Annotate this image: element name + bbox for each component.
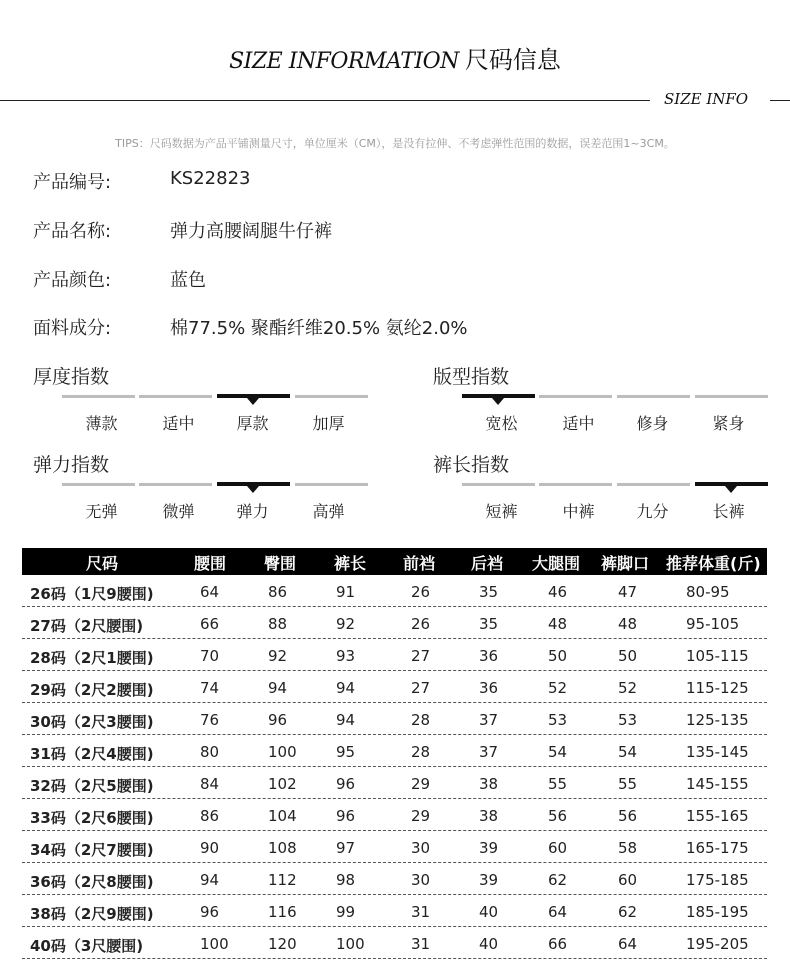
fit-marker-icon (492, 398, 504, 405)
length-seg-1 (462, 483, 535, 486)
table-cell: 29 (411, 775, 431, 793)
table-cell: 80-95 (686, 583, 730, 601)
table-cell: 35 (479, 583, 499, 601)
table-cell: 125-135 (686, 711, 749, 729)
table-cell: 90 (200, 839, 220, 857)
th-front-rise: 前裆 (403, 554, 436, 573)
table-row (22, 927, 767, 959)
table-cell: 96 (336, 775, 356, 793)
size-cell: 31码（2尺4腰围) (30, 745, 154, 763)
table-cell: 37 (479, 743, 499, 761)
table-cell: 53 (548, 711, 568, 729)
table-cell: 62 (618, 903, 638, 921)
table-cell: 52 (548, 679, 568, 697)
table-cell: 38 (479, 775, 499, 793)
table-cell: 27 (411, 679, 431, 697)
table-cell: 95-105 (686, 615, 740, 633)
table-cell: 94 (336, 679, 356, 697)
length-option-1: 短裤 (485, 502, 518, 521)
product-code-label: 产品编号: (33, 172, 112, 193)
table-cell: 26 (411, 615, 431, 633)
table-cell: 66 (548, 935, 568, 953)
table-cell: 66 (200, 615, 220, 633)
table-cell: 48 (618, 615, 638, 633)
table-cell: 28 (411, 743, 431, 761)
table-cell: 195-205 (686, 935, 749, 953)
table-row (22, 799, 767, 831)
fit-option-2: 适中 (562, 414, 595, 433)
table-cell: 54 (618, 743, 638, 761)
table-cell: 55 (548, 775, 568, 793)
thickness-option-4: 加厚 (312, 414, 345, 433)
table-cell: 36 (479, 647, 499, 665)
table-cell: 39 (479, 871, 499, 889)
table-cell: 38 (479, 807, 499, 825)
th-back-rise: 后裆 (471, 554, 504, 573)
table-cell: 104 (268, 807, 297, 825)
thickness-option-1: 薄款 (85, 414, 118, 433)
elasticity-seg-1 (62, 483, 135, 486)
subtitle: SIZE INFO (664, 90, 749, 108)
fit-option-3: 修身 (636, 414, 669, 433)
header-divider-left (0, 100, 650, 101)
length-option-2: 中裤 (562, 502, 595, 521)
table-cell: 185-195 (686, 903, 749, 921)
length-index-title: 裤长指数 (433, 454, 510, 476)
table-cell: 60 (548, 839, 568, 857)
table-cell: 115-125 (686, 679, 749, 697)
table-cell: 50 (618, 647, 638, 665)
elasticity-marker-icon (247, 486, 259, 493)
size-cell: 33码（2尺6腰围) (30, 809, 154, 827)
table-cell: 116 (268, 903, 297, 921)
tips-text: TIPS：尺码数据为产品平铺测量尺寸，单位厘米（CM），是没有拉伸、不考虑弹性范围的数据，误差范围1~3CM。 (115, 137, 675, 150)
table-row (22, 735, 767, 767)
elasticity-option-3: 弹力 (236, 502, 269, 521)
fit-seg-3 (617, 395, 690, 398)
table-cell: 47 (618, 583, 638, 601)
table-cell: 94 (268, 679, 288, 697)
fit-option-1: 宽松 (485, 414, 518, 433)
elasticity-seg-2 (139, 483, 212, 486)
fabric-label: 面料成分: (33, 318, 112, 339)
fabric-value: 棉77.5% 聚酯纤维20.5% 氨纶2.0% (170, 318, 468, 339)
table-cell: 54 (548, 743, 568, 761)
table-cell: 120 (268, 935, 297, 953)
table-row (22, 639, 767, 671)
table-cell: 64 (200, 583, 220, 601)
table-row (22, 863, 767, 895)
table-cell: 95 (336, 743, 356, 761)
table-cell: 96 (200, 903, 220, 921)
th-hip: 臀围 (264, 554, 297, 573)
size-cell: 40码（3尺腰围) (30, 937, 144, 955)
product-name-label: 产品名称: (33, 221, 112, 242)
table-cell: 50 (548, 647, 568, 665)
product-code-value: KS22823 (170, 168, 251, 189)
table-cell: 91 (336, 583, 356, 601)
table-cell: 135-145 (686, 743, 749, 761)
table-cell: 31 (411, 935, 431, 953)
elasticity-option-4: 高弹 (312, 502, 345, 521)
product-color-value: 蓝色 (170, 270, 206, 291)
table-cell: 40 (479, 935, 499, 953)
elasticity-index-title: 弹力指数 (33, 454, 110, 476)
table-cell: 70 (200, 647, 220, 665)
elasticity-option-1: 无弹 (85, 502, 118, 521)
table-cell: 62 (548, 871, 568, 889)
table-cell: 60 (618, 871, 638, 889)
length-marker-icon (725, 486, 737, 493)
product-color-label: 产品颜色: (33, 270, 112, 291)
length-seg-3 (617, 483, 690, 486)
table-row (22, 671, 767, 703)
table-row (22, 831, 767, 863)
fit-index-title: 版型指数 (433, 366, 510, 388)
table-cell: 37 (479, 711, 499, 729)
table-row (22, 575, 767, 607)
table-cell: 86 (268, 583, 288, 601)
fit-option-4: 紧身 (712, 414, 745, 433)
th-waist: 腰围 (194, 554, 227, 573)
size-cell: 32码（2尺5腰围) (30, 777, 154, 795)
table-cell: 40 (479, 903, 499, 921)
thickness-index-title: 厚度指数 (33, 366, 110, 388)
title-english: SIZE INFORMATION (229, 49, 459, 74)
size-cell: 34码（2尺7腰围) (30, 841, 154, 859)
table-cell: 52 (618, 679, 638, 697)
table-cell: 84 (200, 775, 220, 793)
table-cell: 31 (411, 903, 431, 921)
thickness-marker-icon (247, 398, 259, 405)
table-cell: 35 (479, 615, 499, 633)
table-cell: 27 (411, 647, 431, 665)
table-cell: 94 (200, 871, 220, 889)
table-cell: 175-185 (686, 871, 749, 889)
fit-seg-4 (695, 395, 768, 398)
table-cell: 55 (618, 775, 638, 793)
fit-index-bar (462, 394, 768, 398)
table-cell: 105-115 (686, 647, 749, 665)
th-thigh: 大腿围 (532, 554, 581, 573)
table-cell: 92 (268, 647, 288, 665)
table-cell: 108 (268, 839, 297, 857)
elasticity-index-bar (62, 482, 368, 486)
table-cell: 64 (618, 935, 638, 953)
thickness-seg-2 (139, 395, 212, 398)
table-cell: 112 (268, 871, 297, 889)
fit-seg-2 (539, 395, 612, 398)
table-cell: 96 (268, 711, 288, 729)
table-cell: 56 (618, 807, 638, 825)
table-cell: 48 (548, 615, 568, 633)
table-cell: 76 (200, 711, 220, 729)
table-cell: 46 (548, 583, 568, 601)
elasticity-option-2: 微弹 (162, 502, 195, 521)
size-cell: 28码（2尺1腰围) (30, 649, 154, 667)
table-cell: 80 (200, 743, 220, 761)
table-cell: 94 (336, 711, 356, 729)
table-cell: 100 (200, 935, 229, 953)
length-index-bar (462, 482, 768, 486)
table-cell: 88 (268, 615, 288, 633)
size-table-header (22, 548, 767, 575)
table-cell: 28 (411, 711, 431, 729)
header-divider-right (770, 100, 790, 101)
table-cell: 155-165 (686, 807, 749, 825)
table-cell: 58 (618, 839, 638, 857)
size-cell: 26码（1尺9腰围) (30, 585, 154, 603)
length-seg-2 (539, 483, 612, 486)
th-length: 裤长 (334, 554, 367, 573)
table-cell: 29 (411, 807, 431, 825)
table-cell: 74 (200, 679, 220, 697)
table-cell: 100 (268, 743, 297, 761)
table-cell: 145-155 (686, 775, 749, 793)
table-cell: 56 (548, 807, 568, 825)
title-chinese: 尺码信息 (464, 46, 561, 74)
product-name-value: 弹力高腰阔腿牛仔裤 (170, 221, 332, 242)
th-weight: 推荐体重(斤) (666, 554, 761, 573)
table-cell: 30 (411, 839, 431, 857)
table-cell: 98 (336, 871, 356, 889)
table-cell: 86 (200, 807, 220, 825)
thickness-index-bar (62, 394, 368, 398)
table-cell: 53 (618, 711, 638, 729)
table-row (22, 703, 767, 735)
table-row (22, 607, 767, 639)
thickness-seg-4 (295, 395, 368, 398)
th-leg-opening: 裤脚口 (601, 554, 650, 573)
size-cell: 30码（2尺3腰围) (30, 713, 154, 731)
table-cell: 165-175 (686, 839, 749, 857)
thickness-option-2: 适中 (162, 414, 195, 433)
size-cell: 29码（2尺2腰围) (30, 681, 154, 699)
elasticity-seg-4 (295, 483, 368, 486)
size-cell: 36码（2尺8腰围) (30, 873, 154, 891)
table-cell: 30 (411, 871, 431, 889)
table-cell: 92 (336, 615, 356, 633)
table-cell: 39 (479, 839, 499, 857)
table-cell: 64 (548, 903, 568, 921)
thickness-seg-1 (62, 395, 135, 398)
table-cell: 102 (268, 775, 297, 793)
length-option-3: 九分 (636, 502, 669, 521)
table-cell: 26 (411, 583, 431, 601)
page-title (0, 40, 790, 75)
table-cell: 97 (336, 839, 356, 857)
table-cell: 96 (336, 807, 356, 825)
table-cell: 99 (336, 903, 356, 921)
th-size: 尺码 (86, 554, 119, 573)
table-row (22, 767, 767, 799)
table-cell: 93 (336, 647, 356, 665)
length-option-4: 长裤 (712, 502, 745, 521)
thickness-option-3: 厚款 (236, 414, 269, 433)
size-cell: 27码（2尺腰围) (30, 617, 144, 635)
table-cell: 36 (479, 679, 499, 697)
table-cell: 100 (336, 935, 365, 953)
table-row (22, 895, 767, 927)
size-cell: 38码（2尺9腰围) (30, 905, 154, 923)
